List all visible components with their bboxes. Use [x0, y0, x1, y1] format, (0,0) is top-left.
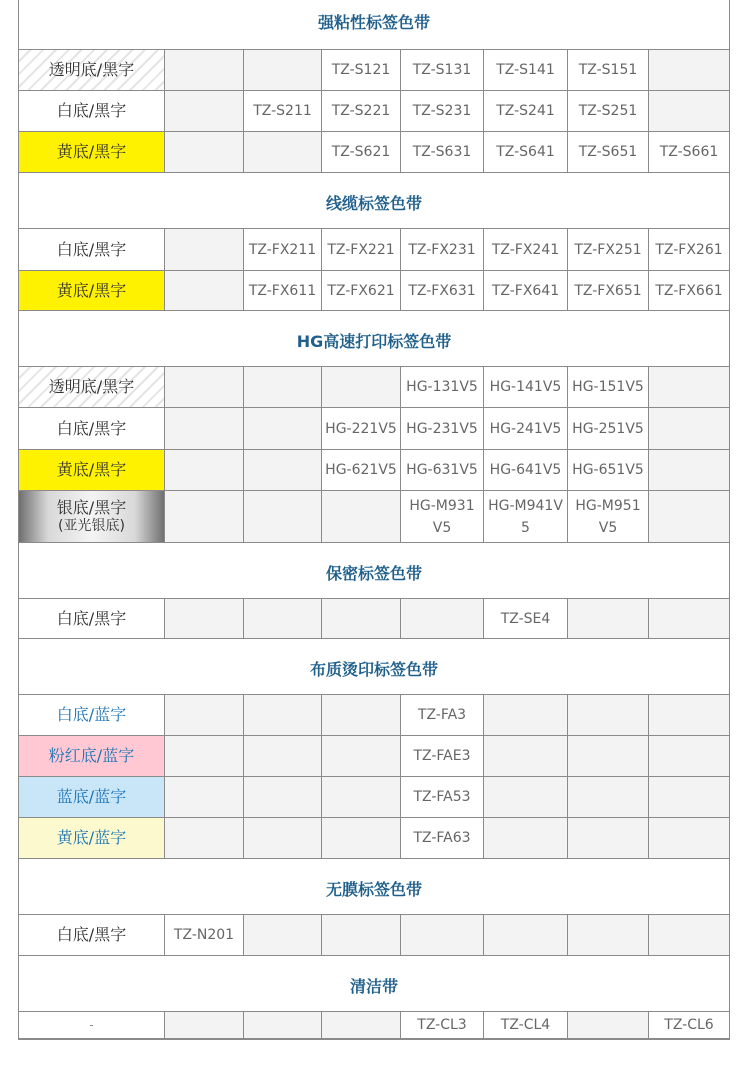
model-cell: TZ-S251 [567, 91, 648, 131]
model-cell [243, 1012, 321, 1038]
model-cell: TZ-S641 [483, 132, 567, 172]
section-title [19, 0, 729, 49]
model-cell [164, 695, 243, 735]
section-title [19, 956, 729, 1011]
model-cell [483, 777, 567, 817]
color-label: 白底/黑字 [19, 408, 164, 449]
model-cell [483, 736, 567, 776]
color-label: 黄底/蓝字 [19, 818, 164, 858]
model-cell [567, 599, 648, 638]
color-label: 透明底/黑字 [19, 50, 164, 90]
color-label: 白底/黑字 [19, 599, 164, 638]
model-cell [243, 915, 321, 955]
model-cell [321, 599, 400, 638]
section-title-text: HG高速打印标签色带 [296, 332, 452, 351]
model-cell: TZ-S221 [321, 91, 400, 131]
model-cell [400, 915, 483, 955]
model-cell: TZ-FA3 [400, 695, 483, 735]
section-title-text: 清洁带 [349, 977, 398, 996]
section-title-text: 线缆标签色带 [325, 194, 422, 213]
model-cell [483, 818, 567, 858]
model-cell [164, 777, 243, 817]
table-row [19, 228, 729, 270]
model-cell [321, 777, 400, 817]
model-cell [243, 408, 321, 449]
model-cell [243, 736, 321, 776]
model-cell [321, 915, 400, 955]
model-cell: TZ-S121 [321, 50, 400, 90]
model-cell: HG-151V5 [567, 367, 648, 407]
table-row [19, 598, 729, 639]
color-label: 黄底/黑字 [19, 271, 164, 310]
model-cell: TZ-FX621 [321, 271, 400, 310]
model-cell: HG-251V5 [567, 408, 648, 449]
model-cell: TZ-FX631 [400, 271, 483, 310]
model-cell [164, 229, 243, 270]
model-cell: TZ-FX641 [483, 271, 567, 310]
section-title-text: 保密标签色带 [325, 564, 422, 583]
section-title [19, 639, 729, 694]
model-cell [164, 132, 243, 172]
color-label: 蓝底/蓝字 [19, 777, 164, 817]
model-cell [648, 450, 729, 490]
model-cell [321, 367, 400, 407]
color-label: - [19, 1012, 164, 1038]
model-cell [321, 695, 400, 735]
model-cell [321, 1012, 400, 1038]
model-cell [648, 91, 729, 131]
model-cell: TZ-FX231 [400, 229, 483, 270]
model-cell: TZ-S631 [400, 132, 483, 172]
model-cell: TZ-S621 [321, 132, 400, 172]
model-cell [243, 132, 321, 172]
color-label: 黄底/黑字 [19, 132, 164, 172]
table-row [19, 49, 729, 90]
section-title [19, 173, 729, 228]
model-cell: TZ-S131 [400, 50, 483, 90]
table-row [19, 490, 729, 543]
table-row [19, 449, 729, 490]
model-cell [243, 367, 321, 407]
model-cell [164, 599, 243, 638]
model-cell [321, 818, 400, 858]
model-cell: HG-131V5 [400, 367, 483, 407]
section-title-text: 无膜标签色带 [325, 880, 422, 899]
model-cell: TZ-S661 [648, 132, 729, 172]
model-cell [164, 491, 243, 542]
model-cell [243, 491, 321, 542]
section-title-text: 强粘性标签色带 [317, 13, 430, 32]
model-cell [648, 695, 729, 735]
model-cell [567, 736, 648, 776]
color-label [19, 491, 164, 542]
model-cell: TZ-FX651 [567, 271, 648, 310]
model-cell: HG-621V5 [321, 450, 400, 490]
model-cell [400, 599, 483, 638]
model-cell [164, 408, 243, 449]
color-label: 白底/黑字 [19, 91, 164, 131]
model-cell [648, 777, 729, 817]
table-row [19, 694, 729, 735]
model-cell: TZ-S151 [567, 50, 648, 90]
color-label-text: 银底/黑字 [56, 497, 127, 517]
model-cell: TZ-S141 [483, 50, 567, 90]
model-cell: HG-M951V5 [567, 491, 648, 542]
model-cell [164, 271, 243, 310]
model-cell [567, 777, 648, 817]
model-cell: HG-651V5 [567, 450, 648, 490]
tape-table [18, 0, 730, 1040]
model-cell: TZ-FX211 [243, 229, 321, 270]
color-label: 白底/黑字 [19, 229, 164, 270]
model-cell [243, 50, 321, 90]
model-cell [648, 818, 729, 858]
model-cell: HG-M931V5 [400, 491, 483, 542]
model-cell [648, 367, 729, 407]
model-cell: HG-141V5 [483, 367, 567, 407]
model-cell [243, 777, 321, 817]
model-cell [243, 599, 321, 638]
model-cell: TZ-S241 [483, 91, 567, 131]
table-row [19, 90, 729, 131]
model-cell [648, 736, 729, 776]
model-cell: TZ-FX221 [321, 229, 400, 270]
table-row [19, 131, 729, 173]
model-cell [243, 695, 321, 735]
table-row [19, 817, 729, 859]
model-cell: HG-241V5 [483, 408, 567, 449]
model-cell [483, 695, 567, 735]
model-cell [567, 818, 648, 858]
section-title [19, 311, 729, 366]
model-cell: TZ-N201 [164, 915, 243, 955]
model-cell [567, 1012, 648, 1038]
model-cell: TZ-FX241 [483, 229, 567, 270]
model-cell [164, 736, 243, 776]
color-label: 黄底/黑字 [19, 450, 164, 490]
model-cell: HG-641V5 [483, 450, 567, 490]
model-cell: TZ-CL6 [648, 1012, 729, 1038]
section-title [19, 543, 729, 598]
model-cell [648, 50, 729, 90]
model-cell [321, 491, 400, 542]
model-cell [164, 50, 243, 90]
section-title-text: 布质烫印标签色带 [309, 660, 438, 679]
color-label: 粉红底/蓝字 [19, 736, 164, 776]
model-cell [321, 736, 400, 776]
model-cell: TZ-FX261 [648, 229, 729, 270]
color-label: 白底/黑字 [19, 915, 164, 955]
model-cell [243, 450, 321, 490]
model-cell: TZ-FX661 [648, 271, 729, 310]
table-row [19, 1011, 729, 1039]
color-label: 白底/蓝字 [19, 695, 164, 735]
model-cell [243, 818, 321, 858]
table-row [19, 270, 729, 311]
model-cell [567, 915, 648, 955]
model-cell [164, 818, 243, 858]
model-cell [164, 450, 243, 490]
model-cell: TZ-S211 [243, 91, 321, 131]
model-cell: TZ-S231 [400, 91, 483, 131]
model-cell: TZ-CL4 [483, 1012, 567, 1038]
model-cell [164, 91, 243, 131]
model-cell [648, 599, 729, 638]
model-cell: TZ-FA53 [400, 777, 483, 817]
table-row [19, 914, 729, 956]
model-cell [164, 1012, 243, 1038]
table-row [19, 776, 729, 817]
model-cell: TZ-FX251 [567, 229, 648, 270]
model-cell: TZ-FAE3 [400, 736, 483, 776]
table-row [19, 407, 729, 449]
model-cell [648, 408, 729, 449]
table-row [19, 366, 729, 407]
model-cell: TZ-S651 [567, 132, 648, 172]
model-cell [483, 915, 567, 955]
model-cell: HG-221V5 [321, 408, 400, 449]
model-cell: TZ-FX611 [243, 271, 321, 310]
color-label-subtext: (亚光银底) [58, 517, 125, 534]
model-cell: HG-631V5 [400, 450, 483, 490]
model-cell [648, 491, 729, 542]
model-cell: TZ-CL3 [400, 1012, 483, 1038]
model-cell: TZ-SE4 [483, 599, 567, 638]
color-label: 透明底/黑字 [19, 367, 164, 407]
model-cell: HG-231V5 [400, 408, 483, 449]
model-cell: HG-M941V5 [483, 491, 567, 542]
model-cell [567, 695, 648, 735]
section-title [19, 859, 729, 914]
model-cell [648, 915, 729, 955]
model-cell [164, 367, 243, 407]
model-cell: TZ-FA63 [400, 818, 483, 858]
table-row [19, 735, 729, 776]
